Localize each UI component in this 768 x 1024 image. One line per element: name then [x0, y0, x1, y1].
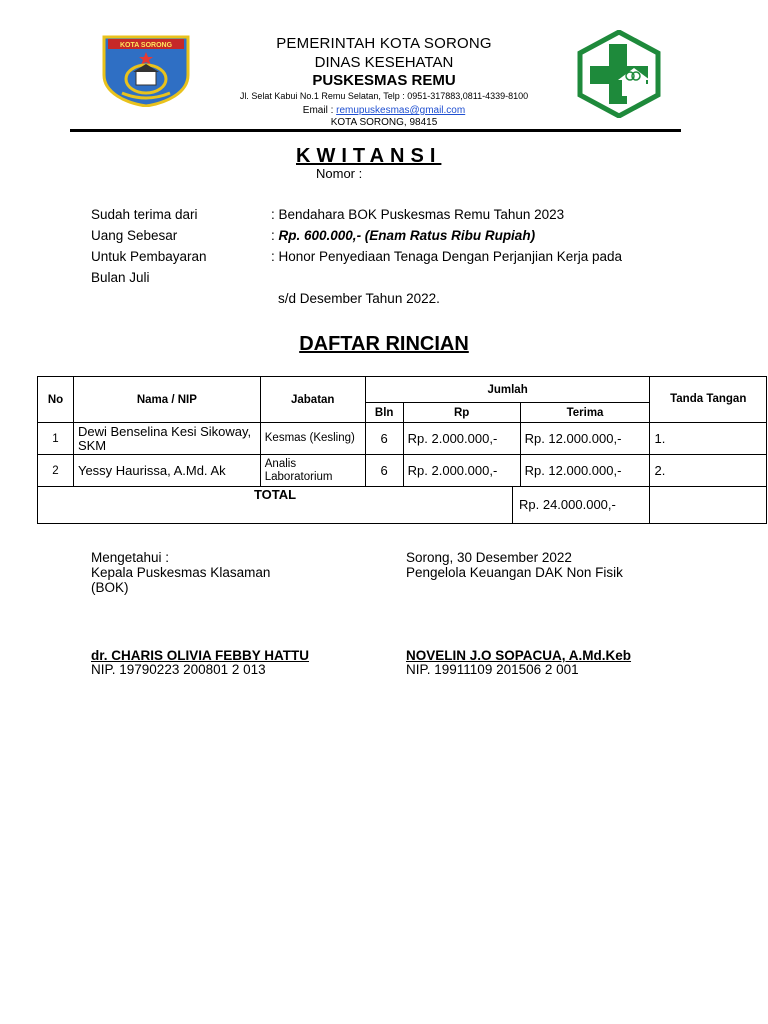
row-months: 6	[365, 455, 403, 487]
email-link[interactable]: remupuskesmas@gmail.com	[336, 105, 466, 116]
amount-value-line	[271, 228, 535, 243]
received-from-label: Sudah terima dari	[91, 207, 198, 222]
amount-prefix: :	[271, 228, 279, 243]
detail-list-title: DAFTAR RINCIAN	[299, 333, 469, 355]
left-signature-block	[91, 550, 270, 595]
total-value: Rp. 24.000.000,-	[512, 487, 649, 523]
right-signatory-name: NOVELIN J.O SOPACUA, A.Md.Keb	[406, 648, 632, 663]
row-position: Analis Laboratorium	[260, 455, 365, 487]
received-from-value: : Bendahara BOK Puskesmas Remu Tahun 2023	[271, 207, 565, 222]
total-row	[38, 487, 767, 524]
row-name: Yessy Haurissa, A.Md. Ak	[73, 455, 260, 487]
right-sig-line1: Sorong, 30 Desember 2022	[406, 550, 572, 565]
left-sig-line3: (BOK)	[91, 580, 129, 595]
right-signature-block	[406, 550, 623, 580]
header-puskesmas: PUSKESMAS REMU	[312, 72, 456, 89]
payment-value-continued: s/d Desember Tahun 2022.	[278, 291, 440, 306]
header-department: DINAS KESEHATAN	[314, 54, 454, 71]
header-name: Nama / NIP	[73, 377, 260, 423]
header-rp: Rp	[403, 403, 520, 423]
detail-table	[37, 376, 767, 524]
row-no: 2	[38, 455, 74, 487]
left-signatory-nip: NIP. 19790223 200801 2 013	[91, 662, 266, 677]
total-signature-cell	[650, 487, 767, 524]
email-label: Email :	[302, 105, 337, 116]
document-number-label: Nomor :	[316, 166, 363, 181]
header-address: Jl. Selat Kabui No.1 Remu Selatan, Telp : 0951-317883,0811-4339-8100	[239, 91, 529, 101]
left-sig-line1: Mengetahui :	[91, 550, 170, 565]
right-sig-line2: Pengelola Keuangan DAK Non Fisik	[406, 565, 623, 580]
row-months: 6	[365, 423, 403, 455]
total-label: TOTAL	[253, 487, 297, 502]
right-signatory-nip: NIP. 19911109 201506 2 001	[406, 662, 579, 677]
document-title: KWITANSI	[296, 145, 442, 167]
row-received: Rp. 12.000.000,-	[520, 455, 650, 487]
row-rp: Rp. 2.000.000,-	[403, 455, 520, 487]
left-sig-line2: Kepala Puskesmas Klasaman	[91, 565, 271, 580]
row-name: Dewi Benselina Kesi Sikoway, SKM	[73, 423, 260, 455]
header-position: Jabatan	[260, 377, 365, 423]
left-signatory-name: dr. CHARIS OLIVIA FEBBY HATTU	[91, 648, 310, 663]
row-signature: 1.	[650, 423, 767, 455]
payment-label-continued: Bulan Juli	[91, 270, 150, 285]
row-position: Kesmas (Kesling)	[260, 423, 365, 455]
row-received: Rp. 12.000.000,-	[520, 423, 650, 455]
payment-label: Untuk Pembayaran	[91, 249, 207, 264]
header-government: PEMERINTAH KOTA SORONG	[276, 35, 492, 52]
table-row	[38, 455, 767, 487]
amount-label: Uang Sebesar	[91, 228, 178, 243]
header-city: KOTA SORONG, 98415	[330, 117, 438, 128]
amount-value: Rp. 600.000,- (Enam Ratus Ribu Rupiah)	[278, 228, 536, 243]
header-received: Terima	[520, 403, 650, 423]
header-months: Bln	[365, 403, 403, 423]
puskesmas-logo	[574, 30, 664, 118]
row-rp: Rp. 2.000.000,-	[403, 423, 520, 455]
header-no: No	[38, 377, 74, 423]
payment-value: : Honor Penyediaan Tenaga Dengan Perjanjian Kerja pada	[271, 249, 623, 264]
logo-left-text: KOTA SORONG	[119, 42, 173, 49]
row-signature: 2.	[650, 455, 767, 487]
header-amount: Jumlah	[365, 377, 650, 403]
row-no: 1	[38, 423, 74, 455]
header-divider	[70, 129, 681, 132]
table-row	[38, 423, 767, 455]
header-signature: Tanda Tangan	[650, 377, 767, 423]
header-email-line	[150, 105, 618, 116]
